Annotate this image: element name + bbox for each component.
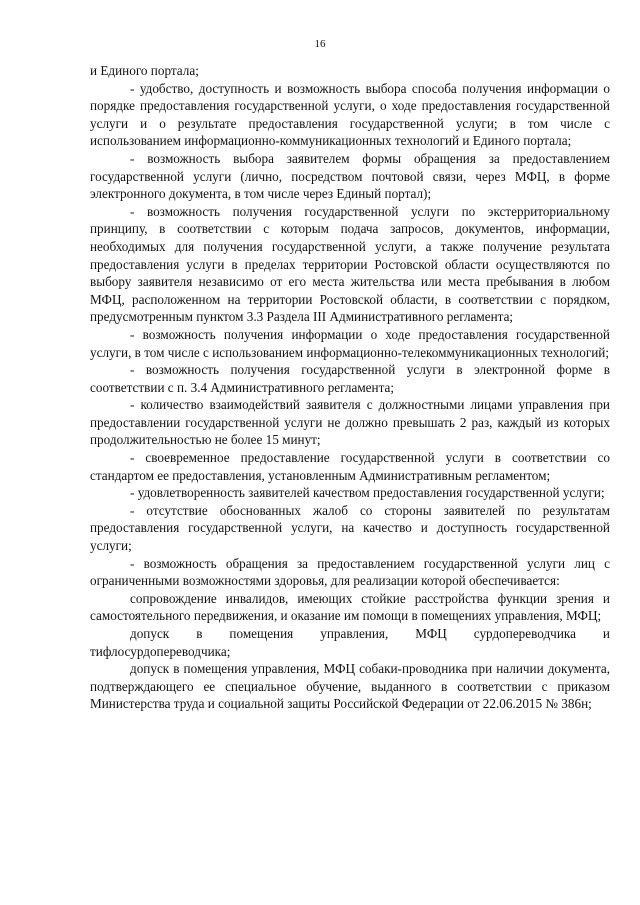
paragraph-progress-info: - возможность получения информации о ходе предоставления государственной услуги, в том числе с использованием информационно-телекоммуникационных технологий;: [90, 326, 610, 360]
page-number: 16: [314, 38, 326, 50]
paragraph-escort: сопровождение инвалидов, имеющих стойкие расстройства функции зрения и самостоятельного передвижения, и оказание им помощи в помещениях управления, МФЦ;: [90, 590, 610, 624]
paragraph-no-complaints: - отсутствие обоснованных жалоб со стороны заявителей по результатам предоставления государственной услуги, на качество и доступность государственной услуги;: [90, 502, 610, 554]
paragraph-application-form-choice: - возможность выбора заявителем формы обращения за предоставлением государственной услуги (лично, посредством почтовой связи, через МФЦ, в форме электронного документа, в том числе через Единый портал);: [90, 150, 610, 202]
paragraph-timely-provision: - своевременное предоставление государственной услуги в соответствии со стандартом ее предоставления, установленным Административным регламентом;: [90, 450, 610, 483]
paragraph-satisfaction: - удовлетворенность заявителей качеством предоставления государственной услуги;: [130, 485, 605, 501]
document-body: [90, 62, 610, 713]
paragraph-continuation: и Единого портала;: [90, 63, 199, 78]
paragraph-interactions-count: - количество взаимодействий заявителя с должностными лицами управления при предоставлении государственной услуги не должно превышать 2 раз, каждый из которых продолжительностью не более 15 минут;: [90, 397, 610, 448]
paragraph-guide-dog: допуск в помещения управления, МФЦ собаки-проводника при наличии документа, подтверждающего ее специальное обучение, выданного в соответствии с приказом Министерства труда и социальной защиты Российской Федерации от 22.06.2015 № 386н;: [90, 661, 610, 712]
paragraph-electronic-form: - возможность получения государственной услуги в электронной форме в соответствии с п. 3.4 Административного регламента;: [90, 362, 610, 395]
paragraph-disability-access: - возможность обращения за предоставлением государственной услуги лиц с ограниченными возможностями здоровья, для реализации которой обеспечивается:: [90, 555, 610, 589]
paragraph-info-availability: - удобство, доступность и возможность выбора способа получения информации о порядке предоставления государственной услуги, о ходе предоставления государственной услуги и о результате предоставления государственной услуги; в том числе с использованием информационно-коммуникационных технологий и Единого портала;: [90, 80, 610, 149]
paragraph-extraterritorial: - возможность получения государственной услуги по экстерриториальному принципу, в соответствии с которым подача запросов, документов, информации, необходимых для получения государственной услуги, а также получение результата предоставления услуги в пределах территории Ростовской области осуществляются по выбору заявителя независимо от его места жительства или места пребывания в любом МФЦ, расположенном на территории Ростовской области, в соответствии с порядком, предусмотренным пунктом 3.3 Раздела III Административного регламента;: [90, 203, 610, 325]
paragraph-sign-interpreter: допуск в помещения управления, МФЦ сурдопереводчика и тифлосурдопереводчика;: [90, 626, 610, 659]
